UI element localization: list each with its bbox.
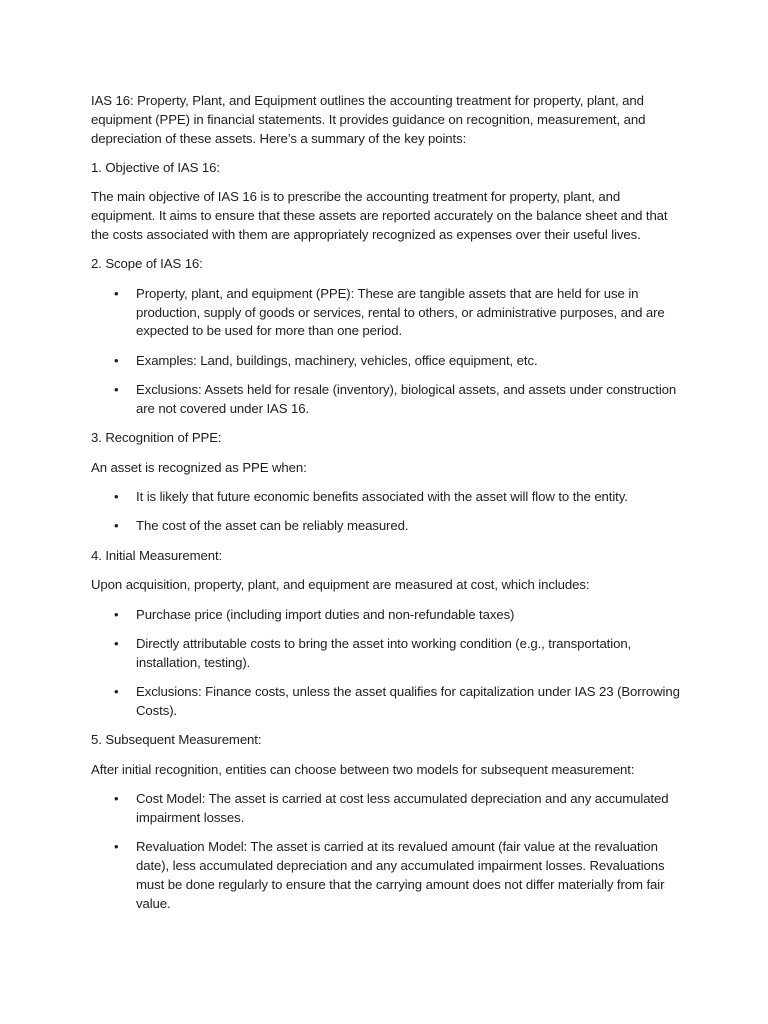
initial-measurement-bullet-list [91, 606, 681, 721]
list-item-text: Exclusions: Assets held for resale (inventory), biological assets, and assets under construction are not covered under IAS 16. [136, 382, 677, 416]
intro-paragraph: IAS 16: Property, Plant, and Equipment outlines the accounting treatment for property, plant, and equipment (PPE) in financial statements. It provides guidance on recognition, measurement, and depreciation of these assets. Here’s a summary of the key points: [91, 93, 646, 146]
list-item-text: Purchase price (including import duties and non-refundable taxes) [136, 606, 515, 622]
list-item [91, 683, 681, 721]
section-heading-recognition: 3. Recognition of PPE: [91, 430, 222, 446]
list-item-text: Cost Model: The asset is carried at cost less accumulated depreciation and any accumulated impairment losses. [136, 791, 669, 825]
document-page [91, 92, 681, 924]
subsequent-measurement-bullet-list [91, 790, 681, 913]
bullet-icon: • [114, 285, 119, 301]
list-item-text: It is likely that future economic benefits associated with the asset will flow to the entity. [136, 489, 628, 505]
list-item-text: Property, plant, and equipment (PPE): These are tangible assets that are held for use in production, supply of goods or services, rental to others, or administrative purposes, and are expected to be used for more than one period. [136, 285, 665, 339]
list-item [91, 635, 681, 673]
bullet-icon: • [114, 684, 119, 700]
bullet-icon: • [114, 791, 119, 807]
bullet-icon: • [114, 352, 119, 368]
section-heading-initial-measurement: 4. Initial Measurement: [91, 547, 223, 563]
bullet-icon: • [114, 382, 119, 398]
section-paragraph-recognition: An asset is recognized as PPE when: [91, 459, 307, 475]
bullet-icon: • [114, 636, 119, 652]
section-paragraph-objective: The main objective of IAS 16 is to prescribe the accounting treatment for property, plant, and equipment. It aims to ensure that these assets are reported accurately on the balance sheet and that the costs associated with them are appropriately recognized as expenses over their useful lives. [91, 189, 668, 242]
bullet-icon: • [114, 839, 119, 855]
bullet-icon: • [114, 489, 119, 505]
list-item [91, 606, 681, 625]
list-item-text: Exclusions: Finance costs, unless the asset qualifies for capitalization under IAS 23 (Borrowing Costs). [136, 684, 680, 719]
list-item-text: Revaluation Model: The asset is carried at its revalued amount (fair value at the revaluation date), less accumulated depreciation and any accumulated impairment losses. Revaluations must be done regularly to ensure that the carrying amount does not differ materially from fair value. [136, 839, 665, 911]
list-item [91, 488, 681, 507]
list-item [91, 285, 681, 341]
bullet-icon: • [114, 518, 119, 534]
list-item-text: Directly attributable costs to bring the asset into working condition (e.g., transportation, installation, testing). [136, 636, 632, 670]
recognition-bullet-list [91, 488, 681, 536]
list-item [91, 381, 681, 419]
list-item [91, 352, 681, 371]
section-heading-objective: 1. Objective of IAS 16: [91, 159, 220, 175]
section-paragraph-subsequent-measurement: After initial recognition, entities can choose between two models for subsequent measurement: [91, 761, 635, 777]
section-heading-scope: 2. Scope of IAS 16: [91, 256, 203, 272]
list-item [91, 517, 681, 536]
scope-bullet-list [91, 285, 681, 419]
section-heading-subsequent-measurement: 5. Subsequent Measurement: [91, 732, 262, 748]
list-item-text: The cost of the asset can be reliably measured. [136, 518, 409, 534]
list-item [91, 790, 681, 828]
list-item [91, 838, 681, 913]
bullet-icon: • [114, 606, 119, 622]
list-item-text: Examples: Land, buildings, machinery, vehicles, office equipment, etc. [136, 352, 538, 368]
section-paragraph-initial-measurement: Upon acquisition, property, plant, and equipment are measured at cost, which includes: [91, 577, 590, 593]
